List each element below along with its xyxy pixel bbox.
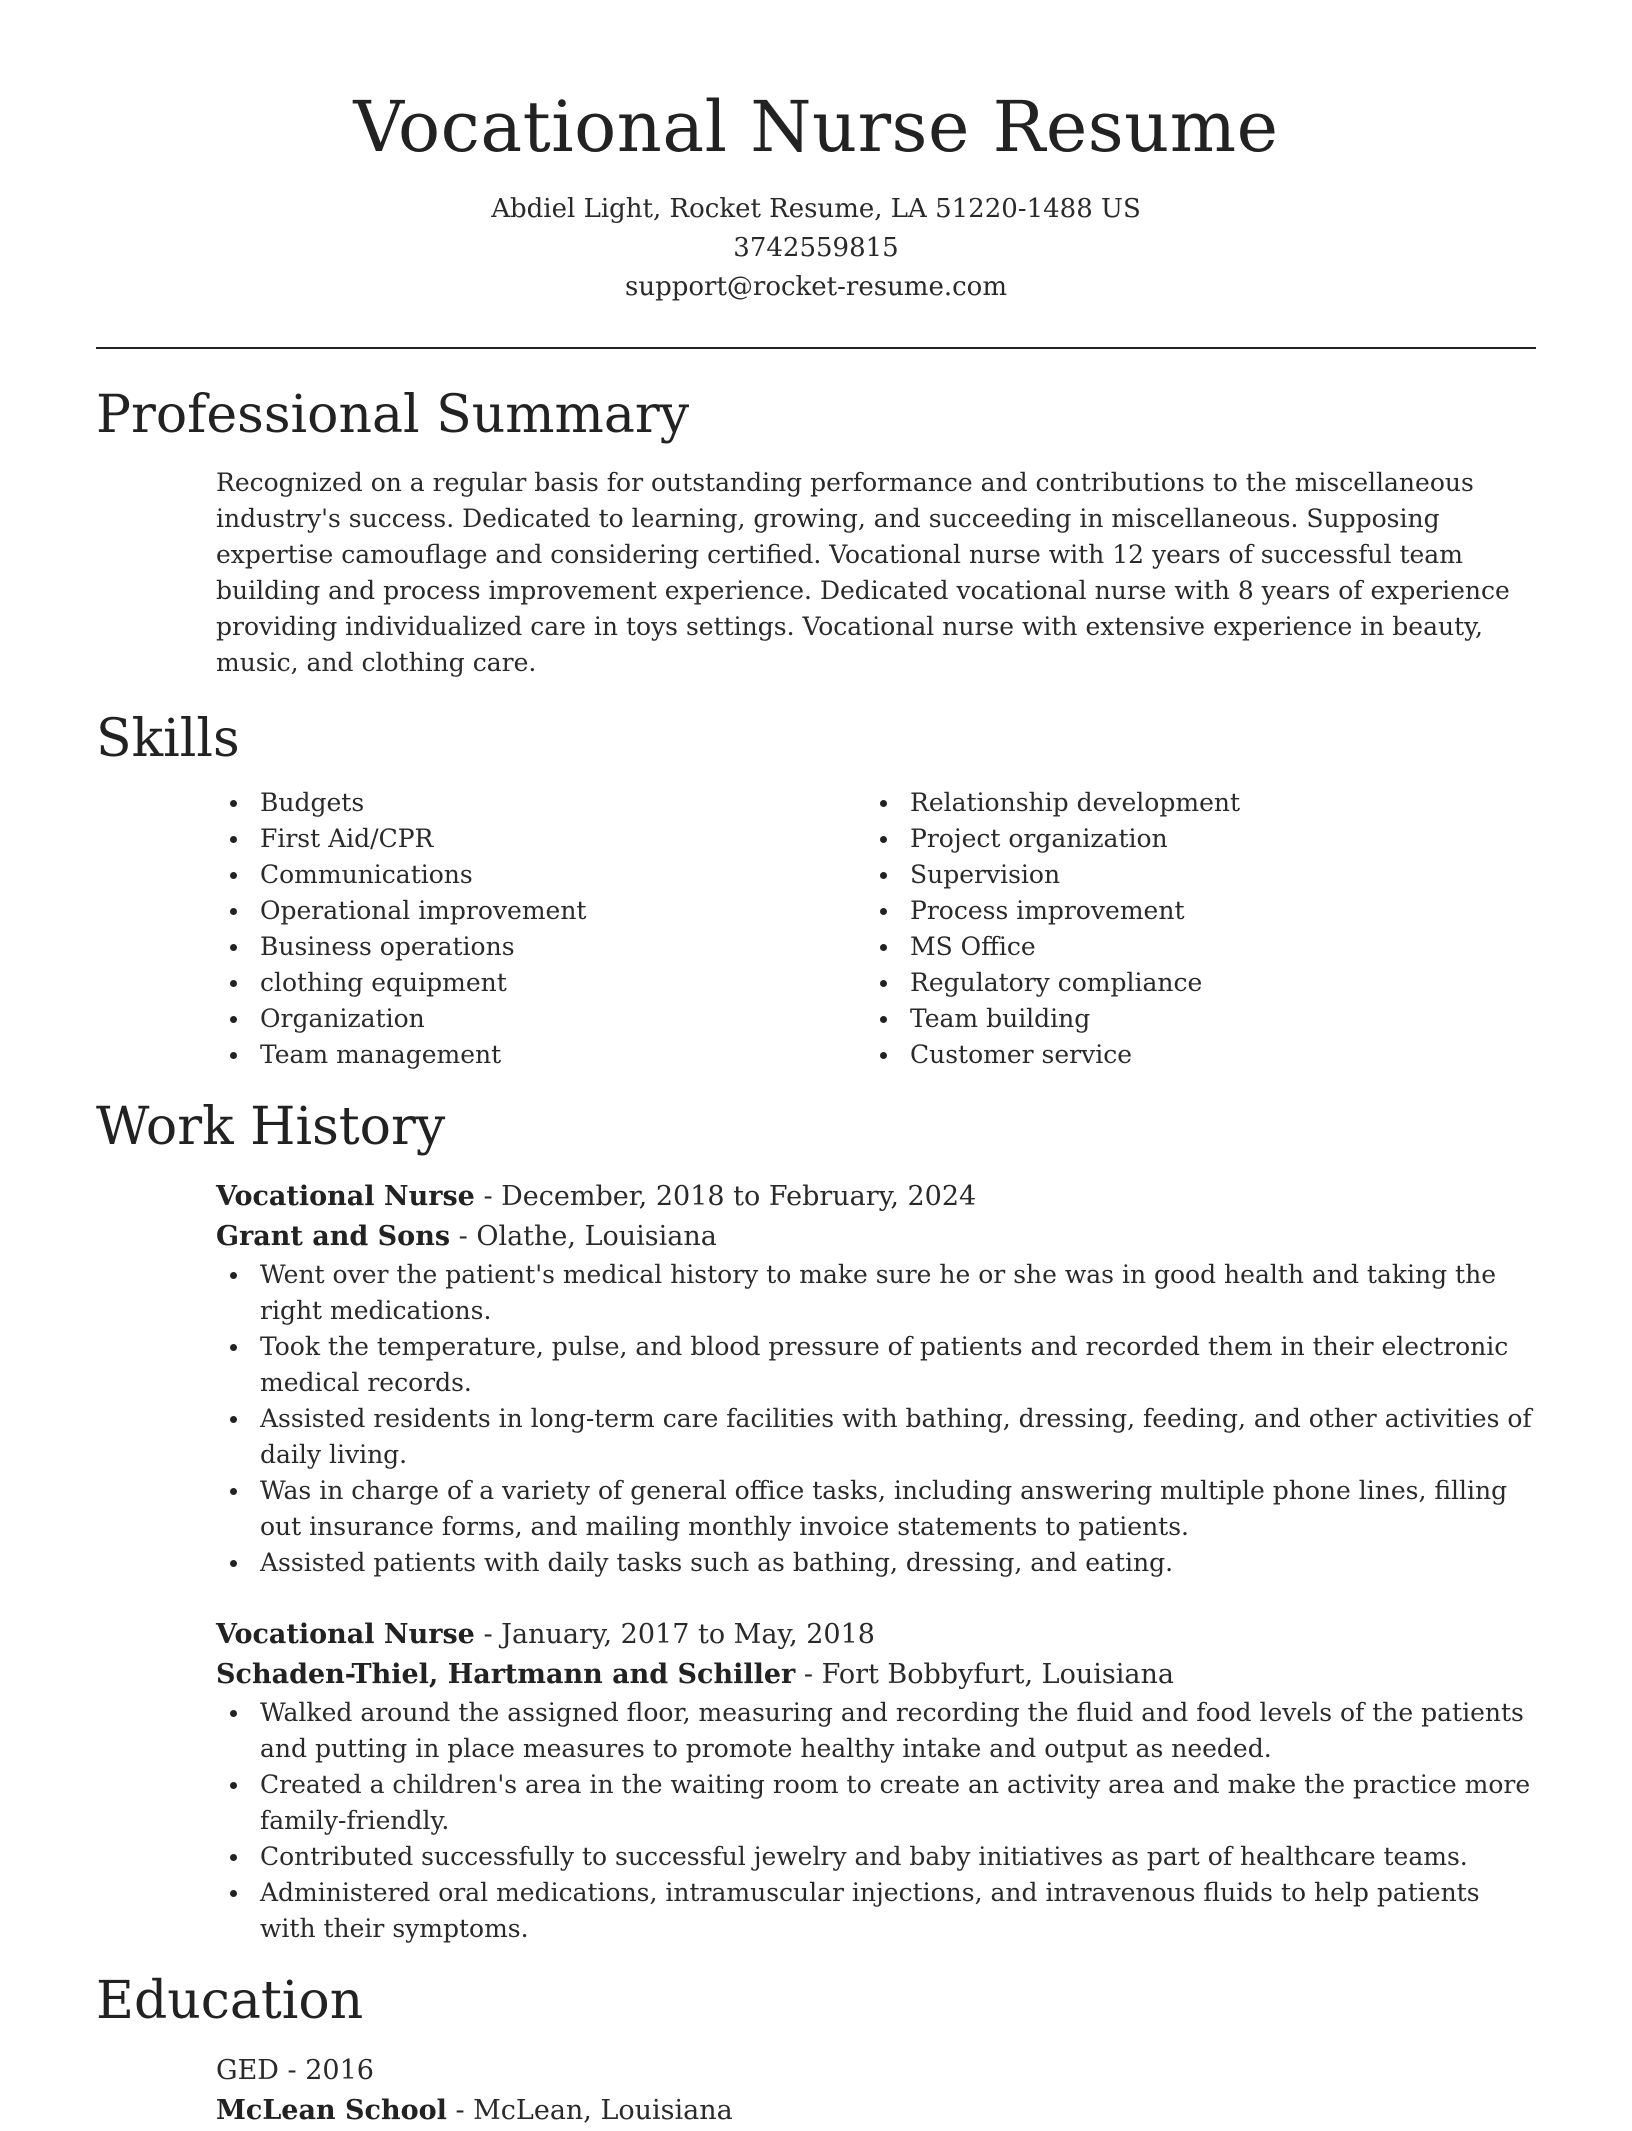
job-dates: - December, 2018 to February, 2024 bbox=[474, 1181, 977, 1212]
job-duty: Assisted residents in long-term care facilities with bathing, dressing, feeding, and other activities of daily living. bbox=[260, 1401, 1536, 1473]
job-company: Grant and Sons bbox=[216, 1221, 451, 1252]
education-school: McLean School bbox=[216, 2095, 447, 2126]
job-company-line bbox=[216, 1217, 1536, 1257]
job-duties-list bbox=[216, 1695, 1536, 1947]
education-degree: GED - 2016 bbox=[216, 2055, 374, 2086]
work-history-section bbox=[96, 1095, 1536, 1947]
skills-section bbox=[96, 707, 1536, 1073]
job-title: Vocational Nurse bbox=[216, 1181, 475, 1212]
job-title-line bbox=[216, 1615, 1536, 1655]
skills-heading: Skills bbox=[96, 709, 240, 769]
job-duty: Contributed successfully to successful jewelry and baby initiatives as part of healthcare teams. bbox=[260, 1839, 1536, 1875]
contact-phone: 3742559815 bbox=[733, 233, 899, 263]
skill-item: Relationship development bbox=[910, 785, 1516, 821]
skill-item: Project organization bbox=[910, 821, 1516, 857]
job-location: - Olathe, Louisiana bbox=[450, 1221, 717, 1252]
skill-item: Budgets bbox=[260, 785, 866, 821]
skills-list-right bbox=[866, 785, 1516, 1073]
skill-item: Communications bbox=[260, 857, 866, 893]
skill-item: Organization bbox=[260, 1001, 866, 1037]
job-duty: Took the temperature, pulse, and blood pressure of patients and recorded them in their electronic medical records. bbox=[260, 1329, 1536, 1401]
resume-title: Vocational Nurse Resume bbox=[353, 86, 1279, 168]
skills-list-left bbox=[216, 785, 866, 1073]
job-title: Vocational Nurse bbox=[216, 1619, 475, 1650]
header-divider bbox=[96, 347, 1536, 349]
skill-item: Operational improvement bbox=[260, 893, 866, 929]
summary-text: Recognized on a regular basis for outstanding performance and contributions to the miscellaneous industry's success. Dedicated to learning, growing, and succeeding in miscellaneous. Supposing expertise camouflage and considering certified. Vocational nurse with 12 years of successful team building and process improvement experience. Dedicated vocational nurse with 8 years of experience providing individualized care in toys settings. Vocational nurse with extensive experience in beauty, music, and clothing care. bbox=[216, 468, 1510, 677]
job-duty: Was in charge of a variety of general office tasks, including answering multiple phone lines, filling out insurance forms, and mailing monthly invoice statements to patients. bbox=[260, 1473, 1536, 1545]
work-history-heading: Work History bbox=[96, 1097, 446, 1157]
job-duty: Created a children's area in the waiting room to create an activity area and make the practice more family-friendly. bbox=[260, 1767, 1536, 1839]
education-section bbox=[96, 1969, 1536, 2131]
job-duty: Assisted patients with daily tasks such as bathing, dressing, and eating. bbox=[260, 1545, 1536, 1581]
job-entry bbox=[216, 1177, 1536, 1581]
resume-page bbox=[96, 0, 1536, 2131]
education-school-line bbox=[216, 2091, 1536, 2131]
skill-item: clothing equipment bbox=[260, 965, 866, 1001]
skills-column-left bbox=[216, 785, 866, 1073]
skill-item: MS Office bbox=[910, 929, 1516, 965]
skills-grid bbox=[216, 785, 1536, 1073]
job-title-line bbox=[216, 1177, 1536, 1217]
job-company: Schaden-Thiel, Hartmann and Schiller bbox=[216, 1659, 796, 1690]
skill-item: First Aid/CPR bbox=[260, 821, 866, 857]
contact-address: Abdiel Light, Rocket Resume, LA 51220-1488 US bbox=[491, 194, 1141, 224]
job-duty: Walked around the assigned floor, measuring and recording the fluid and food levels of the patients and putting in place measures to promote healthy intake and output as needed. bbox=[260, 1695, 1536, 1767]
skill-item: Regulatory compliance bbox=[910, 965, 1516, 1001]
job-duties-list bbox=[216, 1257, 1536, 1581]
job-location: - Fort Bobbyfurt, Louisiana bbox=[795, 1659, 1174, 1690]
resume-header bbox=[96, 0, 1536, 307]
contact-email: support@rocket-resume.com bbox=[624, 272, 1007, 302]
skill-item: Process improvement bbox=[910, 893, 1516, 929]
contact-info bbox=[96, 190, 1536, 307]
education-entry bbox=[216, 2051, 1536, 2131]
skill-item: Business operations bbox=[260, 929, 866, 965]
job-entry bbox=[216, 1615, 1536, 1947]
job-company-line bbox=[216, 1655, 1536, 1695]
skill-item: Customer service bbox=[910, 1037, 1516, 1073]
job-dates: - January, 2017 to May, 2018 bbox=[474, 1619, 875, 1650]
job-duty: Went over the patient's medical history to make sure he or she was in good health and taking the right medications. bbox=[260, 1257, 1536, 1329]
skill-item: Supervision bbox=[910, 857, 1516, 893]
job-duty: Administered oral medications, intramuscular injections, and intravenous fluids to help patients with their symptoms. bbox=[260, 1875, 1536, 1947]
summary-heading: Professional Summary bbox=[96, 385, 690, 445]
summary-section bbox=[96, 383, 1536, 681]
education-location: - McLean, Louisiana bbox=[446, 2095, 733, 2126]
skill-item: Team management bbox=[260, 1037, 866, 1073]
skills-column-right bbox=[866, 785, 1516, 1073]
education-heading: Education bbox=[96, 1971, 364, 2031]
skill-item: Team building bbox=[910, 1001, 1516, 1037]
